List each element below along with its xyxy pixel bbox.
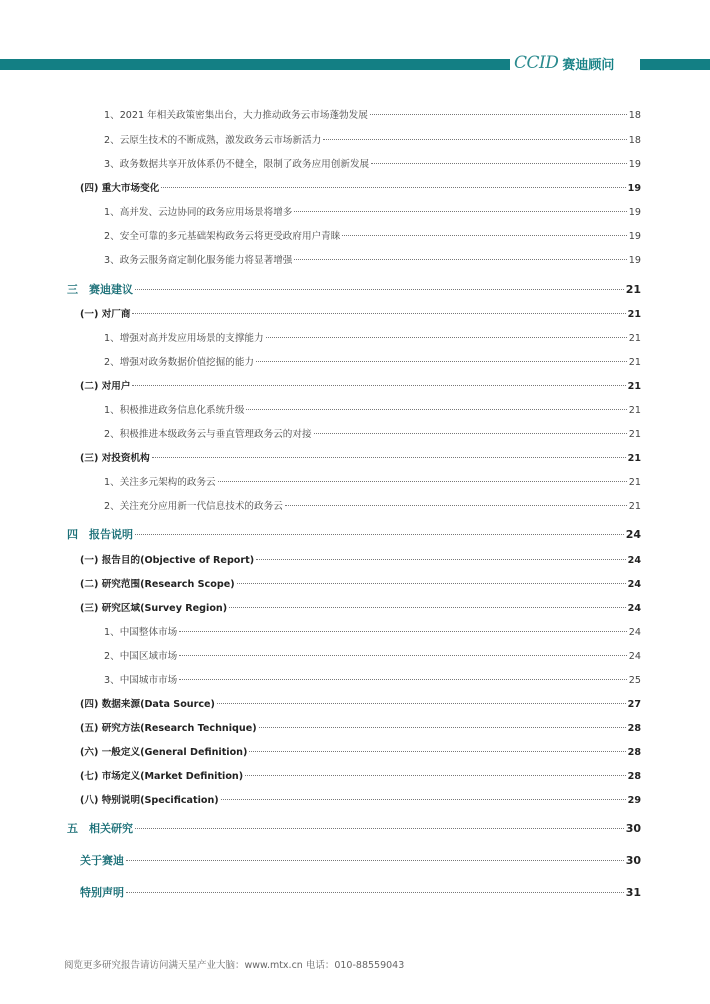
toc-dot-leader bbox=[266, 337, 627, 338]
toc-entry[interactable] bbox=[80, 853, 641, 869]
toc-entry[interactable] bbox=[67, 527, 641, 543]
toc-entry[interactable] bbox=[104, 157, 641, 173]
toc-entry[interactable] bbox=[104, 649, 641, 665]
toc-entry-title: (一) 报告目的(Objective of Report) bbox=[80, 555, 255, 566]
toc-dot-leader bbox=[179, 631, 627, 632]
toc-dot-leader bbox=[126, 860, 624, 861]
toc-entry-title: 3、政务数据共享开放体系仍不健全，限制了政务应用创新发展 bbox=[104, 159, 370, 170]
toc-entry[interactable] bbox=[104, 499, 641, 515]
toc-dot-leader bbox=[135, 828, 624, 829]
toc-dot-leader bbox=[256, 559, 626, 560]
toc-entry-title: 2、安全可靠的多元基础架构政务云将更受政府用户青睐 bbox=[104, 231, 341, 242]
toc-page-number: 18 bbox=[628, 135, 641, 146]
toc-entry[interactable] bbox=[104, 331, 641, 347]
toc-entry[interactable] bbox=[104, 205, 641, 221]
toc-entry[interactable] bbox=[80, 745, 641, 761]
toc-entry-title: (四) 数据来源(Data Source) bbox=[80, 699, 215, 710]
toc-entry-title: 关于赛迪 bbox=[80, 854, 124, 867]
toc-page-number: 24 bbox=[628, 627, 641, 638]
toc-entry[interactable] bbox=[80, 553, 641, 569]
toc-page-number: 21 bbox=[628, 357, 641, 368]
toc-dot-leader bbox=[294, 211, 626, 212]
toc-page-number: 19 bbox=[627, 183, 641, 194]
toc-entry-title: (三) 对投资机构 bbox=[80, 453, 150, 464]
toc-entry[interactable] bbox=[80, 601, 641, 617]
toc-dot-leader bbox=[259, 727, 626, 728]
toc-page-number: 24 bbox=[627, 603, 641, 614]
toc-entry[interactable] bbox=[80, 307, 641, 323]
toc-page-number: 19 bbox=[628, 231, 641, 242]
toc-page-number: 19 bbox=[628, 159, 641, 170]
toc-entry-title: 2、增强对政务数据价值挖掘的能力 bbox=[104, 357, 255, 368]
toc-dot-leader bbox=[126, 892, 624, 893]
toc-entry-title: 3、中国城市市场 bbox=[104, 675, 178, 686]
toc-entry-title: 1、增强对高并发应用场景的支撑能力 bbox=[104, 333, 264, 344]
toc-dot-leader bbox=[161, 187, 625, 188]
toc-dot-leader bbox=[294, 259, 626, 260]
toc-entry-title: 1、2021 年相关政策密集出台，大力推动政务云市场蓬勃发展 bbox=[104, 110, 368, 121]
toc-entry[interactable] bbox=[80, 379, 641, 395]
toc-dot-leader bbox=[370, 114, 627, 115]
toc-entry-title: 2、积极推进本级政务云与垂直管理政务云的对接 bbox=[104, 429, 312, 440]
toc-entry-title: (六) 一般定义(General Definition) bbox=[80, 747, 248, 758]
toc-entry[interactable] bbox=[80, 577, 641, 593]
toc-page-number: 24 bbox=[625, 528, 641, 541]
toc-page-number: 28 bbox=[627, 723, 641, 734]
toc-dot-leader bbox=[179, 679, 627, 680]
toc-page-number: 21 bbox=[628, 333, 641, 344]
toc-dot-leader bbox=[249, 751, 625, 752]
toc-page-number: 21 bbox=[628, 477, 641, 488]
toc-page-number: 25 bbox=[628, 675, 641, 686]
toc-entry[interactable] bbox=[104, 133, 641, 149]
toc-page-number: 28 bbox=[627, 747, 641, 758]
toc-entry-title: (二) 研究范围(Research Scope) bbox=[80, 579, 235, 590]
toc-dot-leader bbox=[246, 409, 626, 410]
toc-dot-leader bbox=[342, 235, 626, 236]
toc-dot-leader bbox=[237, 583, 626, 584]
toc-entry-title: 特别声明 bbox=[80, 886, 124, 899]
toc-entry[interactable] bbox=[104, 475, 641, 491]
toc-page-number: 30 bbox=[625, 854, 641, 867]
toc-page-number: 30 bbox=[625, 822, 641, 835]
toc-page-number: 21 bbox=[628, 501, 641, 512]
toc-entry[interactable] bbox=[67, 821, 641, 837]
toc-entry[interactable] bbox=[104, 108, 641, 124]
toc-dot-leader bbox=[132, 385, 625, 386]
footer-note: 阅览更多研究报告请访问满天星产业大脑：www.mtx.cn 电话：010-88559043 bbox=[64, 960, 405, 971]
toc-entry-title: 1、积极推进政务信息化系统升级 bbox=[104, 405, 245, 416]
toc-entry-title: (八) 特别说明(Specification) bbox=[80, 795, 219, 806]
toc-dot-leader bbox=[152, 457, 626, 458]
toc-dot-leader bbox=[217, 703, 626, 704]
toc-entry[interactable] bbox=[80, 451, 641, 467]
toc-dot-leader bbox=[256, 361, 627, 362]
toc-entry[interactable] bbox=[104, 355, 641, 371]
toc-dot-leader bbox=[285, 505, 627, 506]
toc-dot-leader bbox=[371, 163, 627, 164]
toc-entry-title: 2、中国区域市场 bbox=[104, 651, 178, 662]
toc-entry[interactable] bbox=[104, 673, 641, 689]
toc-dot-leader bbox=[179, 655, 627, 656]
toc-dot-leader bbox=[132, 313, 625, 314]
toc-entry-title: 1、关注多元架构的政务云 bbox=[104, 477, 216, 488]
toc-entry-title: (七) 市场定义(Market Definition) bbox=[80, 771, 244, 782]
toc-entry[interactable] bbox=[80, 885, 641, 901]
toc-entry-title: 三 赛迪建议 bbox=[67, 283, 133, 296]
toc-entry-title: (一) 对厂商 bbox=[80, 309, 131, 320]
toc-entry-title: (四) 重大市场变化 bbox=[80, 183, 160, 194]
toc-dot-leader bbox=[135, 289, 624, 290]
toc-page-number: 24 bbox=[627, 555, 641, 566]
toc-dot-leader bbox=[229, 607, 625, 608]
toc-dot-leader bbox=[218, 481, 627, 482]
toc-page-number: 31 bbox=[625, 886, 641, 899]
toc-page-number: 21 bbox=[627, 309, 641, 320]
toc-page-number: 18 bbox=[628, 110, 641, 121]
toc-entry-title: (二) 对用户 bbox=[80, 381, 131, 392]
toc-entry-title: 四 报告说明 bbox=[67, 528, 133, 541]
ccid-logo: CCID bbox=[514, 53, 559, 73]
toc-entry-title: 1、中国整体市场 bbox=[104, 627, 178, 638]
toc-page-number: 21 bbox=[628, 405, 641, 416]
toc-dot-leader bbox=[135, 534, 624, 535]
toc-page-number: 27 bbox=[627, 699, 641, 710]
toc-entry[interactable] bbox=[80, 793, 641, 809]
toc-dot-leader bbox=[221, 799, 626, 800]
brand-name: 赛迪顾问 bbox=[562, 57, 615, 73]
toc-entry[interactable] bbox=[80, 697, 641, 713]
toc-page-number: 28 bbox=[627, 771, 641, 782]
toc-page-number: 21 bbox=[627, 453, 641, 464]
toc-page-number: 21 bbox=[627, 381, 641, 392]
toc-entry-title: 2、云原生技术的不断成熟，激发政务云市场新活力 bbox=[104, 135, 322, 146]
toc-page-number: 19 bbox=[628, 207, 641, 218]
toc-entry[interactable] bbox=[80, 181, 641, 197]
toc-page-number: 24 bbox=[628, 651, 641, 662]
toc-entry[interactable] bbox=[67, 282, 641, 298]
toc-entry[interactable] bbox=[80, 721, 641, 737]
toc-entry-title: 1、高并发、云边协同的政务应用场景将增多 bbox=[104, 207, 293, 218]
toc-entry[interactable] bbox=[104, 427, 641, 443]
toc-page-number: 24 bbox=[627, 579, 641, 590]
toc-page-number: 19 bbox=[628, 255, 641, 266]
toc-entry-title: 五 相关研究 bbox=[67, 822, 133, 835]
toc-entry[interactable] bbox=[80, 769, 641, 785]
toc-dot-leader bbox=[323, 139, 627, 140]
toc-page-number: 21 bbox=[628, 429, 641, 440]
toc-entry-title: (三) 研究区域(Survey Region) bbox=[80, 603, 228, 614]
toc-entry[interactable] bbox=[104, 229, 641, 245]
toc-entry-title: (五) 研究方法(Research Technique) bbox=[80, 723, 257, 734]
toc-entry-title: 3、政务云服务商定制化服务能力将显著增强 bbox=[104, 255, 293, 266]
toc-entry-title: 2、关注充分应用新一代信息技术的政务云 bbox=[104, 501, 283, 512]
toc-entry[interactable] bbox=[104, 253, 641, 269]
toc-page-number: 21 bbox=[625, 283, 641, 296]
toc-page-number: 29 bbox=[627, 795, 641, 806]
toc-entry[interactable] bbox=[104, 625, 641, 641]
toc-dot-leader bbox=[314, 433, 627, 434]
toc-entry[interactable] bbox=[104, 403, 641, 419]
toc-dot-leader bbox=[245, 775, 625, 776]
